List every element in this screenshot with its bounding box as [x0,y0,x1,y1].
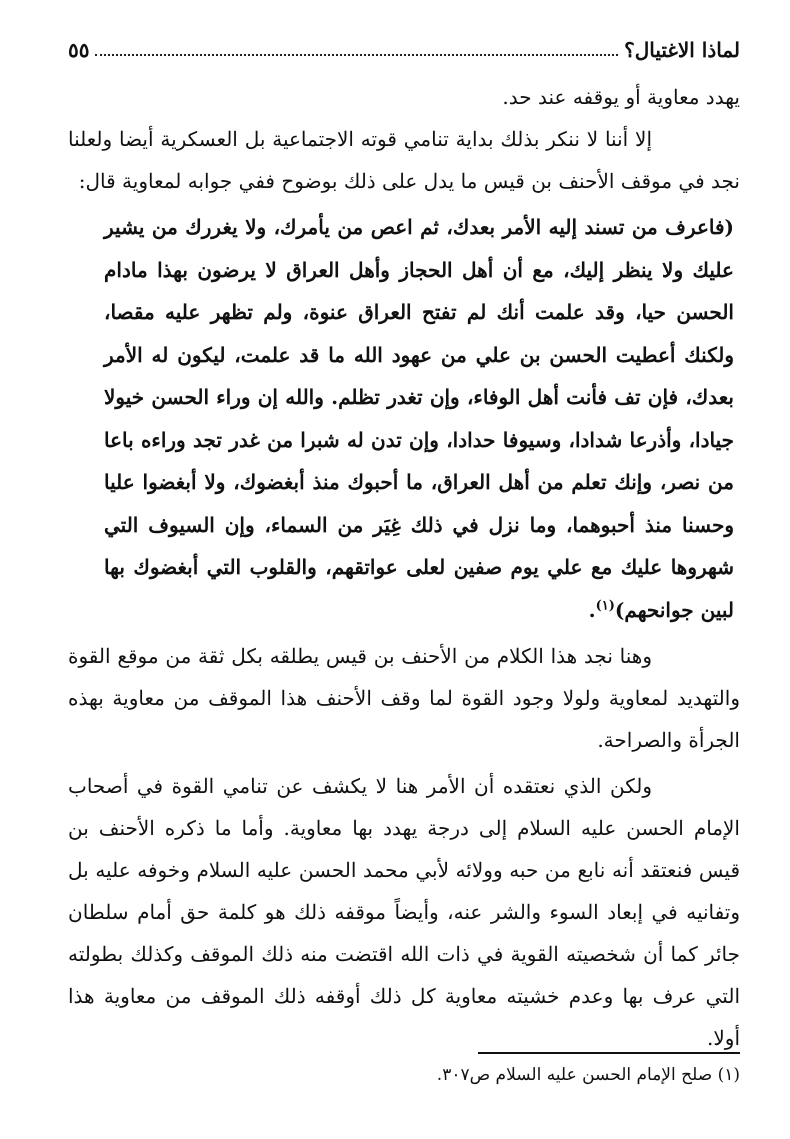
footnote-reference: (١) [595,597,615,613]
paragraph-1: يهدد معاوية أو يوقفه عند حد. [502,85,740,109]
page-number: ٥٥ [68,38,90,62]
footnote-separator [478,1052,740,1054]
running-header [68,34,740,62]
footnote: (١) صلح الإمام الحسن عليه السلام ص٣٠٧. [436,1065,740,1085]
chapter-title: لماذا الاغتيال؟ [624,38,740,62]
paragraph-2: إلا أننا لا ننكر بذلك بداية تنامي قوته الاجتماعية بل العسكرية أيضا ولعلنا نجد في موقف الأحنف بن قيس ما يدل على ذلك بوضوح ففي جوابه لمعاوية قال: [68,127,740,193]
quote-end: . [588,597,596,622]
quote-text: (فاعرف من تسند إليه الأمر بعدك، ثم اعص من يأمرك، ولا يغررك من يشير عليك ولا ينظر إليك، مع أن أهل الحجاز وأهل العراق لا يرضون بهذا مادام الحسن حيا، وقد علمت أنك لم تفتح العراق عنوة، ولم تظهر عليه مقصا، ولكنك أعطيت الحسن بن علي من عهود الله ما قد علمت، ليكون له الأمر بعدك، فإن تف فأنت أهل الوفاء، وإن تغدر تظلم. والله إن وراء الحسن خيولا جيادا، وأذرعا شدادا، وسيوفا حدادا، وإن تدن له شبرا من غدر تجد وراءه باعا من نصر، وإنك تعلم من أهل العراق، ما أحبوك منذ أبغضوك، ولا أبغضوا عليا وحسنا منذ أحبوهما، وما نزل في ذلك غِيَر من السماء، وإن السيوف التي شهروها عليك مع علي يوم صفين لعلى عواتقهم، والقلوب التي أبغضوك بها لبين جوانحهم) [104,215,734,622]
paragraph-4: ولكن الذي نعتقده أن الأمر هنا لا يكشف عن تنامي القوة في أصحاب الإمام الحسن عليه السلام إلى درجة يهدد بها معاوية. وأما ما ذكره الأحنف بن قيس فنعتقد أنه نابع من حبه وولائه لأبي محمد الحسن عليه السلام وخوفه عليه بل وتفانيه في إبعاد السوء والشر عنه، وأيضاً موقفه ذلك هو كلمة حق أمام سلطان جائر كما أن شخصيته القوية في ذات الله اقتضت منه ذلك الموقف وكذلك بطولته التي عرف بها وعدم خشيته معاوية كل ذلك أوقفه ذلك الموقف من معاوية هذا أولا. [68,774,740,1050]
header-leader-dots [95,54,618,56]
paragraph-3: وهنا نجد هذا الكلام من الأحنف بن قيس يطلقه بكل ثقة من موقع القوة والتهديد لمعاوية ولولا وجود القوة لما وقف الأحنف هذا الموقف من معاوية بهذه الجرأة والصراحة. [68,644,740,752]
block-quote [104,206,734,631]
main-text [68,76,740,1059]
